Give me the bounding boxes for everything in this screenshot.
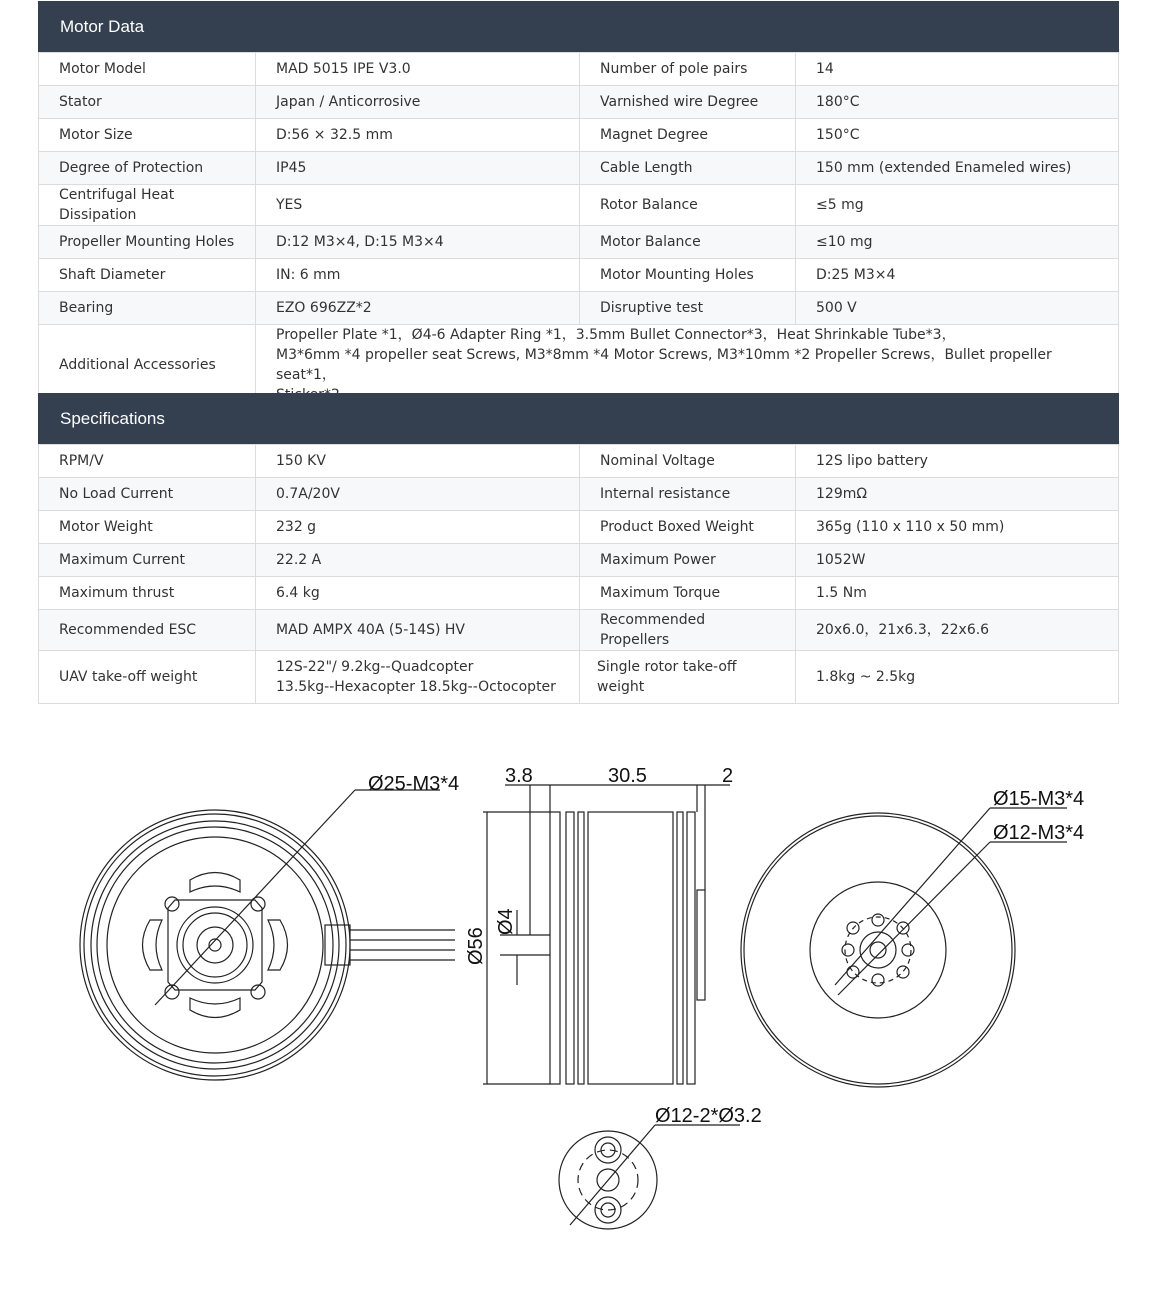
spec-label: Additional Accessories	[39, 325, 256, 406]
specifications-table	[38, 444, 1119, 704]
spec-value: 150 KV	[256, 445, 580, 478]
motor-bottom-view	[80, 790, 455, 1080]
spec-label: Magnet Degree	[580, 119, 796, 152]
spec-label: Motor Weight	[39, 511, 256, 544]
motor-data-title: Motor Data	[60, 16, 145, 36]
spec-value: YES	[256, 185, 580, 226]
spec-value: 1052W	[796, 544, 1119, 577]
table-row	[39, 511, 1119, 544]
spec-value: 500 V	[796, 292, 1119, 325]
spec-value: ≤10 mg	[796, 226, 1119, 259]
adapter-ring-view	[559, 1125, 740, 1229]
spec-label: Number of pole pairs	[580, 53, 796, 86]
motor-side-view	[483, 785, 730, 1084]
spec-value: MAD 5015 IPE V3.0	[256, 53, 580, 86]
spec-value: MAD AMPX 40A (5-14S) HV	[256, 610, 580, 651]
specifications-title: Specifications	[60, 408, 165, 428]
table-row	[39, 185, 1119, 226]
table-row-takeoff	[39, 651, 1119, 704]
spec-label: Disruptive test	[580, 292, 796, 325]
spec-value: 365g (110 x 110 x 50 mm)	[796, 511, 1119, 544]
table-row	[39, 53, 1119, 86]
spec-value: D:56 × 32.5 mm	[256, 119, 580, 152]
specifications-header	[38, 393, 1119, 444]
spec-label: No Load Current	[39, 478, 256, 511]
spec-value: 232 g	[256, 511, 580, 544]
spec-value: 6.4 kg	[256, 577, 580, 610]
spec-value: 129mΩ	[796, 478, 1119, 511]
spec-label: Recommended Propellers	[580, 610, 796, 651]
dim-2-label: 2	[722, 765, 734, 787]
table-row	[39, 119, 1119, 152]
motor-mount-label: Ø25-M3*4	[368, 773, 460, 795]
spec-label: Motor Balance	[580, 226, 796, 259]
spec-value: 150°C	[796, 119, 1119, 152]
adapter-label: Ø12-2*Ø3.2	[655, 1105, 762, 1127]
table-row	[39, 610, 1119, 651]
spec-label: Propeller Mounting Holes	[39, 226, 256, 259]
spec-label: Motor Model	[39, 53, 256, 86]
spec-label: Degree of Protection	[39, 152, 256, 185]
table-row	[39, 445, 1119, 478]
spec-value: 12S lipo battery	[796, 445, 1119, 478]
motor-top-view	[741, 808, 1067, 1087]
motor-data-table	[38, 52, 1119, 406]
spec-value: D:12 M3×4, D:15 M3×4	[256, 226, 580, 259]
spec-label: Recommended ESC	[39, 610, 256, 651]
spec-value: D:25 M3×4	[796, 259, 1119, 292]
spec-label: Single rotor take-off weight	[580, 651, 796, 704]
spec-value: Japan / Anticorrosive	[256, 86, 580, 119]
spec-label: Varnished wire Degree	[580, 86, 796, 119]
spec-value: 1.8kg ~ 2.5kg	[796, 651, 1119, 704]
accessories-line: M3*6mm *4 propeller seat Screws, M3*8mm *4 Motor Screws, M3*10mm *2 Propeller Screws，Bullet propeller seat*1，	[276, 347, 1052, 383]
spec-value: 150 mm (extended Enameled wires)	[796, 152, 1119, 185]
prop-15-label: Ø15-M3*4	[993, 788, 1085, 810]
table-row	[39, 292, 1119, 325]
spec-value: IP45	[256, 152, 580, 185]
spec-label: Centrifugal Heat Dissipation	[39, 185, 256, 226]
dim-3-8-label: 3.8	[505, 765, 533, 787]
accessories-line: Propeller Plate *1，Ø4-6 Adapter Ring *1，3.5mm Bullet Connector*3，Heat Shrinkable Tube*3，	[276, 327, 956, 343]
spec-value	[256, 651, 580, 704]
spec-label: Maximum Torque	[580, 577, 796, 610]
spec-label: Rotor Balance	[580, 185, 796, 226]
spec-label: Product Boxed Weight	[580, 511, 796, 544]
spec-label: Maximum Power	[580, 544, 796, 577]
spec-value: 20x6.0，21x6.3，22x6.6	[796, 610, 1119, 651]
motor-data-header	[38, 1, 1119, 52]
spec-value: ≤5 mg	[796, 185, 1119, 226]
table-row	[39, 544, 1119, 577]
table-row	[39, 226, 1119, 259]
shaft-diameter-label: Ø4	[495, 908, 517, 935]
spec-value: EZO 696ZZ*2	[256, 292, 580, 325]
spec-label: Internal resistance	[580, 478, 796, 511]
spec-value: 1.5 Nm	[796, 577, 1119, 610]
takeoff-line: 12S-22"/ 9.2kg--Quadcopter	[276, 659, 474, 675]
spec-label: Maximum Current	[39, 544, 256, 577]
spec-label: RPM/V	[39, 445, 256, 478]
motor-diameter-label: Ø56	[465, 927, 487, 965]
spec-value: 0.7A/20V	[256, 478, 580, 511]
spec-label: Bearing	[39, 292, 256, 325]
spec-value: 22.2 A	[256, 544, 580, 577]
spec-label: Shaft Diameter	[39, 259, 256, 292]
spec-value: 14	[796, 53, 1119, 86]
table-row	[39, 577, 1119, 610]
spec-label: Motor Mounting Holes	[580, 259, 796, 292]
dim-30-5-label: 30.5	[608, 765, 647, 787]
spec-label: UAV take-off weight	[39, 651, 256, 704]
spec-value: IN: 6 mm	[256, 259, 580, 292]
motor-dimension-drawing	[0, 740, 1160, 1260]
spec-label: Motor Size	[39, 119, 256, 152]
table-row	[39, 259, 1119, 292]
prop-12-label: Ø12-M3*4	[993, 822, 1085, 844]
spec-label: Stator	[39, 86, 256, 119]
spec-label: Nominal Voltage	[580, 445, 796, 478]
takeoff-line: 13.5kg--Hexacopter 18.5kg--Octocopter	[276, 679, 556, 695]
spec-label: Maximum thrust	[39, 577, 256, 610]
table-row	[39, 152, 1119, 185]
spec-label: Cable Length	[580, 152, 796, 185]
table-row	[39, 478, 1119, 511]
spec-value: 180°C	[796, 86, 1119, 119]
table-row	[39, 86, 1119, 119]
